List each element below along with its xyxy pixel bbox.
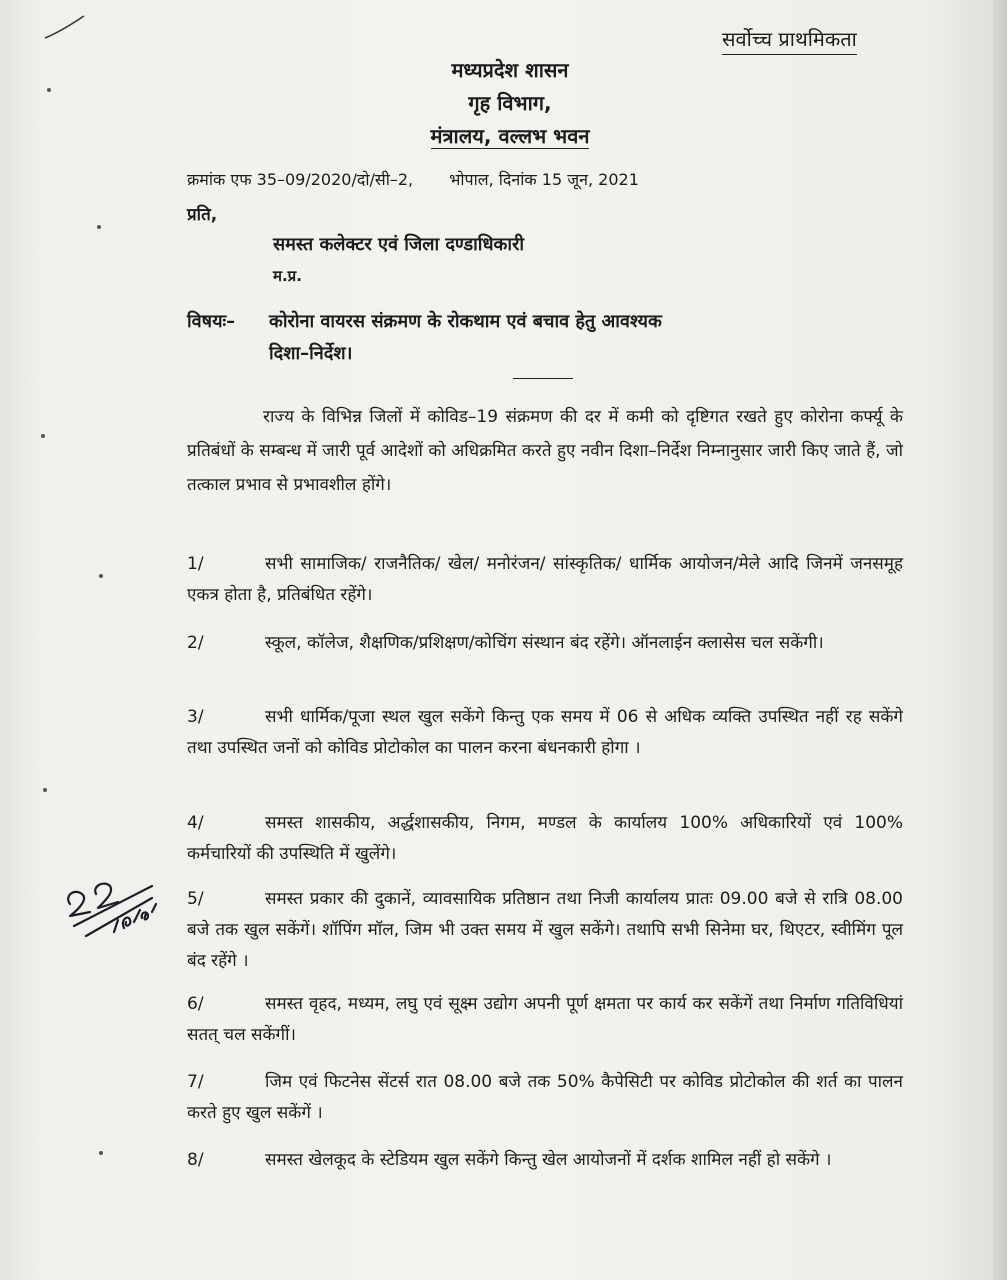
intro-paragraph: राज्य के विभिन्न जिलों में कोविड–19 संक्रमण की दर में कमी को दृष्टिगत रखते हुए कोरोना कर्फ्यू के प्रतिबंधों के सम्बन्ध में जारी पूर्व आदेशों को अधिक्रमित करते हुए नवीन दिशा–निर्देश निम्नानुसार जारी किए जाते हैं, जो तत्काल प्रभाव से प्रभावशील होंगे। <box>187 407 903 495</box>
directive-item <box>187 884 903 977</box>
department-name: गृह विभाग, <box>468 91 552 115</box>
item-text: समस्त वृहद, मध्यम, लघु एवं सूक्ष्म उद्योग अपनी पूर्ण क्षमता पर कार्य कर सकेंगें तथा निर्माण गतिविधियां सतत् चल सकेंगीं। <box>187 994 903 1045</box>
item-text: समस्त शासकीय, अर्द्धशासकीय, निगम, मण्डल के कार्यालय 100% अधिकारियों एवं 100% कर्मचारियों की उपस्थिति में खुलेंगे। <box>187 813 903 864</box>
office-address-text: मंत्रालय, वल्लभ भवन <box>430 124 590 148</box>
scan-dot <box>47 88 51 92</box>
item-number: 1/ <box>187 554 204 574</box>
directive-item <box>187 702 903 764</box>
handwritten-tick-mark <box>40 8 90 48</box>
reference-number: क्रमांक एफ 35–09/2020/दो/सी–2, <box>187 170 414 189</box>
item-number: 8/ <box>187 1150 204 1170</box>
item-text: समस्त प्रकार की दुकानें, व्यावसायिक प्रतिष्ठान तथा निजी कार्यालय प्रातः 09.00 बजे से रात्रि 08.00 बजे तक खुल सकेंगें। शॉपिंग मॉल, जिम भी उक्त समय में खुल सकेंगे। तथापि सभी सिनेमा घर, थिएटर, स्वीमिंग पूल बंद रहेंगे । <box>187 889 903 971</box>
directive-item <box>187 628 903 659</box>
directive-item <box>187 989 903 1051</box>
scan-dot <box>41 434 45 438</box>
item-number: 5/ <box>187 889 204 909</box>
directive-item <box>187 1145 903 1176</box>
handwritten-initials <box>56 868 186 948</box>
item-text: समस्त खेलकूद के स्टेडियम खुल सकेंगे किन्तु खेल आयोजनों में दर्शक शामिल नहीं हो सकेंगे । <box>265 1150 832 1170</box>
scan-dot <box>99 1151 103 1155</box>
office-address <box>300 121 720 151</box>
recipient-state: म.प्र. <box>273 267 302 285</box>
item-text: जिम एवं फिटनेस सेंटर्स रात 08.00 बजे तक 50% कैपेसिटी पर कोविड प्रोटोकोल की शर्त का पालन करते हुए खुल सकेंगें । <box>187 1072 903 1123</box>
item-number: 2/ <box>187 633 204 653</box>
subject-block <box>187 306 903 370</box>
place-date: भोपाल, दिनांक 15 जून, 2021 <box>449 170 639 189</box>
item-number: 6/ <box>187 994 204 1014</box>
subject-line-2: दिशा–निर्देश। <box>269 343 353 364</box>
directive-item <box>187 1067 903 1129</box>
subject-line-1: कोरोना वायरस संक्रमण के रोकथाम एवं बचाव हेतु आवश्यक <box>269 311 662 332</box>
item-text: सभी सामाजिक/ राजनैतिक/ खेल/ मनोरंजन/ सांस्कृतिक/ धार्मिक आयोजन/मेले आदि जिनमें जनसमूह एकत्र होता है, प्रतिबंधित रहेंगे। <box>187 554 903 605</box>
directive-item <box>187 808 903 870</box>
item-number: 3/ <box>187 707 204 727</box>
scan-dot <box>43 788 47 792</box>
subject-label: विषयः– <box>187 311 236 332</box>
item-text: स्कूल, कॉलेज, शैक्षणिक/प्रशिक्षण/कोचिंग संस्थान बंद रहेंगे। ऑनलाईन क्लासेस चल सकेंगी। <box>265 633 824 653</box>
scan-edge <box>993 0 1007 1280</box>
government-name: मध्यप्रदेश शासन <box>451 58 569 82</box>
to-label: प्रति, <box>187 205 218 225</box>
item-number: 7/ <box>187 1072 204 1092</box>
directive-item <box>187 549 903 611</box>
separator-line <box>513 378 573 379</box>
priority-label: सर्वोच्च प्राथमिकता <box>722 24 857 55</box>
reference-line <box>187 165 639 195</box>
item-number: 4/ <box>187 813 204 833</box>
scan-dot <box>97 225 101 229</box>
item-text: सभी धार्मिक/पूजा स्थल खुल सकेंगे किन्तु एक समय में 06 से अधिक व्यक्ति उपस्थित नहीं रह सकेंगे तथा उपस्थित जनों को कोविड प्रोटोकोल का पालन करना बंधनकारी होगा । <box>187 707 903 758</box>
scan-dot <box>99 574 103 578</box>
recipient-name: समस्त कलेक्टर एवं जिला दण्डाधिकारी <box>273 234 525 255</box>
